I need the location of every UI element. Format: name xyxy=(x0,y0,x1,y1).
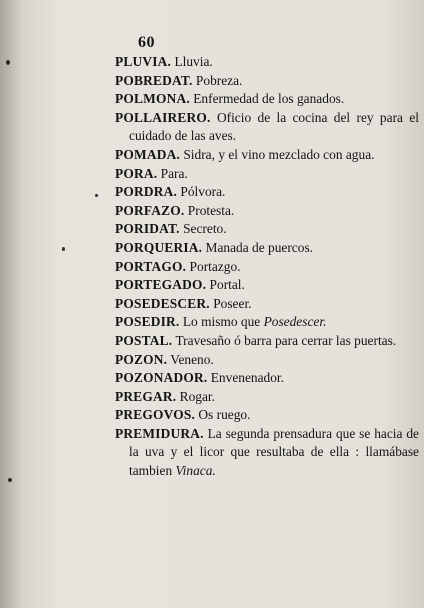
glossary-entry xyxy=(115,202,419,221)
glossary-entry xyxy=(115,425,419,481)
entry-definition: Manada de puercos. xyxy=(205,239,313,255)
glossary-entry xyxy=(115,72,419,91)
entry-headword: POBREDAT. xyxy=(115,72,193,88)
entry-definition-italic: Posedescer. xyxy=(263,314,327,330)
glossary-entries xyxy=(115,53,419,481)
entry-definition: Enfermedad de los ganados. xyxy=(193,91,345,107)
entry-headword: PREGOVOS. xyxy=(115,407,196,423)
entry-definition: Para. xyxy=(160,165,188,181)
entry-headword: PREMIDURA. xyxy=(115,425,204,441)
entry-definition: Os ruego. xyxy=(198,407,251,423)
ink-speck xyxy=(62,247,65,251)
entry-definition: Travesaño ó barra para cerrar las puertas. xyxy=(175,332,397,348)
entry-definition: Veneno. xyxy=(170,351,214,367)
entry-definition: Lo mismo que xyxy=(182,314,261,330)
entry-headword: POLMONA. xyxy=(115,91,190,107)
entry-definition: Envenenador. xyxy=(210,370,284,386)
entry-definition: Portal. xyxy=(209,277,245,293)
glossary-entry xyxy=(115,90,419,109)
entry-headword: PORA. xyxy=(115,165,158,181)
glossary-entry xyxy=(115,276,419,295)
entry-headword: PORTAGO. xyxy=(115,258,187,274)
entry-headword: PLUVIA. xyxy=(115,54,172,69)
glossary-entry xyxy=(115,53,419,72)
entry-definition: Protesta. xyxy=(187,202,235,218)
entry-headword: POLLAIRERO. xyxy=(115,109,211,125)
entry-definition: Portazgo. xyxy=(189,258,241,274)
entry-headword: PORDRA. xyxy=(115,184,178,200)
entry-headword: POSEDIR. xyxy=(115,314,180,330)
ink-speck xyxy=(6,60,10,65)
glossary-entry xyxy=(115,351,419,370)
glossary-entry xyxy=(115,220,419,239)
glossary-entry xyxy=(115,183,419,202)
entry-definition: Secreto. xyxy=(183,221,227,237)
ink-speck xyxy=(8,478,12,482)
glossary-entry xyxy=(115,295,419,314)
entry-headword: POSTAL. xyxy=(115,332,173,348)
entry-headword: POZONADOR. xyxy=(115,370,208,386)
ink-speck xyxy=(95,194,98,197)
entry-definition: Poseer. xyxy=(213,295,252,311)
glossary-entry xyxy=(115,406,419,425)
entry-definition: Lluvia. xyxy=(174,54,213,69)
glossary-entry xyxy=(115,239,419,258)
entry-headword: POZON. xyxy=(115,351,168,367)
entry-headword: PREGAR. xyxy=(115,388,177,404)
glossary-entry xyxy=(115,109,419,146)
glossary-entry xyxy=(115,313,419,332)
entry-headword: POSEDESCER. xyxy=(115,295,210,311)
entry-headword: PORTEGADO. xyxy=(115,277,207,293)
entry-headword: PORIDAT. xyxy=(115,221,180,237)
entry-definition-italic: Vinaca. xyxy=(175,463,216,479)
glossary-entry xyxy=(115,388,419,407)
entry-definition: La segunda prensadura que se hacia de la uva y el licor que resultaba de ella : llamábase tambien xyxy=(129,425,419,479)
glossary-entry xyxy=(115,369,419,388)
entry-definition: Rogar. xyxy=(179,388,215,404)
glossary-entry xyxy=(115,165,419,184)
entry-headword: PORFAZO. xyxy=(115,202,185,218)
entry-definition: Pólvora. xyxy=(180,184,226,200)
entry-headword: PORQUERIA. xyxy=(115,239,203,255)
entry-headword: POMADA. xyxy=(115,146,180,162)
glossary-entry xyxy=(115,258,419,277)
entry-definition: Oficio de la cocina del rey para el cuidado de las aves. xyxy=(129,109,419,144)
entry-definition: Sidra, y el vino mezclado con agua. xyxy=(183,146,375,162)
page-number: 60 xyxy=(138,34,155,51)
entry-definition: Pobreza. xyxy=(195,72,243,88)
glossary-entry xyxy=(115,146,419,165)
glossary-entry xyxy=(115,332,419,351)
